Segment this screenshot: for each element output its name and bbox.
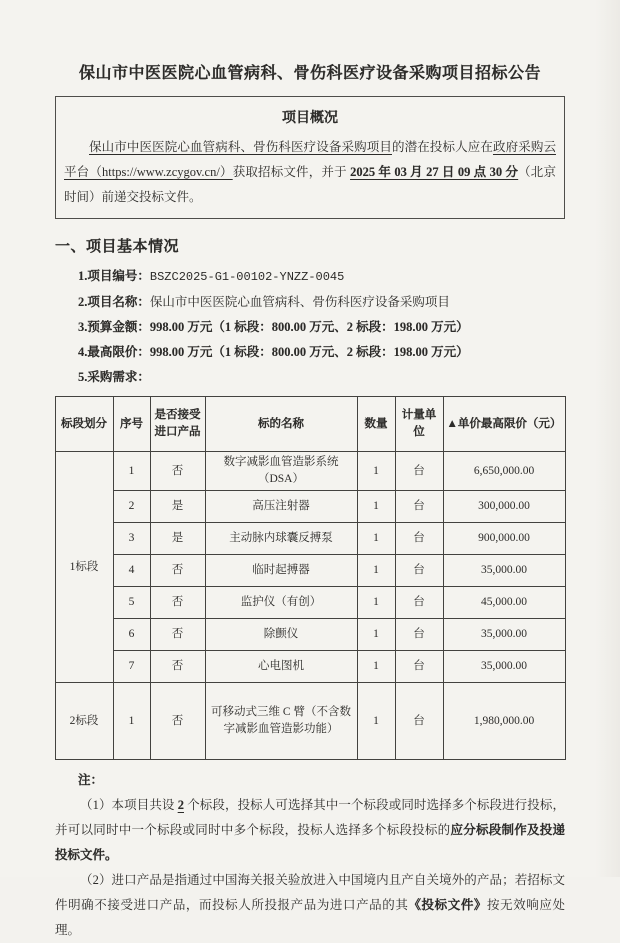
note-2-bold-text: 《投标文件》 — [408, 898, 488, 912]
row-price: 300,000.00 — [443, 491, 565, 523]
item-max-price — [78, 340, 620, 365]
item-project-name-value: 保山市中医医院心血管病科、骨伤科医疗设备采购项目 — [149, 295, 450, 309]
item-project-number — [78, 264, 620, 290]
row-unit: 台 — [395, 587, 443, 619]
note-1-segment-count: 2 — [177, 798, 184, 812]
note-2 — [55, 868, 565, 943]
row-name: 主动脉内球囊反搏泵 — [205, 523, 357, 555]
col-header-import-accepted: 是否接受进口产品 — [150, 397, 205, 452]
row-price: 45,000.00 — [443, 587, 565, 619]
row-no: 5 — [113, 587, 150, 619]
row-import: 否 — [150, 587, 205, 619]
item-budget-value: 998.00 万元（1 标段：800.00 万元、2 标段：198.00 万元） — [149, 320, 469, 334]
table-row — [55, 523, 565, 555]
row-price: 900,000.00 — [443, 523, 565, 555]
project-overview-box — [55, 96, 565, 219]
row-import: 否 — [150, 452, 205, 491]
basic-info-list — [78, 264, 620, 390]
col-header-index: 序号 — [113, 397, 150, 452]
item-project-number-label: 1.项目编号： — [78, 269, 150, 283]
table-row — [55, 452, 565, 491]
row-no: 7 — [113, 651, 150, 683]
row-price: 35,000.00 — [443, 651, 565, 683]
item-max-price-value: 998.00 万元（1 标段：800.00 万元、2 标段：198.00 万元） — [149, 345, 469, 359]
section-basic-info-heading: 一、项目基本情况 — [55, 239, 180, 255]
row-no: 4 — [113, 555, 150, 587]
row-price: 35,000.00 — [443, 619, 565, 651]
row-unit: 台 — [395, 523, 443, 555]
row-qty: 1 — [357, 491, 395, 523]
row-no: 6 — [113, 619, 150, 651]
note-2-text: （2）进口产品是指通过中国海关报关验放进入中国境内且产自关境外的产品；若招标文件明确不接受进口产品，而投标人所投报产品为进口产品的其 — [55, 873, 565, 912]
col-header-segment: 标段划分 — [55, 397, 113, 452]
row-no: 1 — [113, 452, 150, 491]
note-2-text-tail: 按无效响应处理。 — [55, 898, 565, 937]
overview-text-tail: （北京时间）前递交投标文件。 — [64, 165, 556, 204]
item-budget-label: 3.预算金额： — [78, 320, 150, 334]
note-1-text: （1）本项目共设 — [80, 798, 178, 812]
segment-1-cell: 1标段 — [55, 452, 113, 683]
col-header-max-unit-price: ▲单价最高限价（元） — [443, 397, 565, 452]
row-qty: 1 — [357, 587, 395, 619]
row-import: 是 — [150, 491, 205, 523]
row-unit: 台 — [395, 619, 443, 651]
col-header-quantity: 数量 — [357, 397, 395, 452]
row-qty: 1 — [357, 651, 395, 683]
row-qty: 1 — [357, 452, 395, 491]
row-import: 否 — [150, 555, 205, 587]
procurement-platform-url: 政府采购云平台（https://www.zcygov.cn/） — [64, 140, 556, 179]
notes-section — [55, 768, 565, 943]
row-name: 心电图机 — [205, 651, 357, 683]
row-qty: 1 — [357, 683, 395, 760]
table-row — [55, 555, 565, 587]
row-price: 35,000.00 — [443, 555, 565, 587]
row-no: 1 — [113, 683, 150, 760]
row-unit: 台 — [395, 651, 443, 683]
overview-text-mid1: 的潜在投标人应在 — [391, 140, 493, 154]
item-budget — [78, 315, 620, 340]
table-row — [55, 491, 565, 523]
overview-heading: 项目概况 — [282, 111, 338, 126]
row-name: 除颤仪 — [205, 619, 357, 651]
table-row — [55, 619, 565, 651]
note-1 — [55, 793, 565, 868]
col-header-unit: 计量单位 — [395, 397, 443, 452]
notes-heading: 注： — [78, 773, 104, 787]
item-procurement-demand — [78, 365, 620, 390]
row-unit: 台 — [395, 452, 443, 491]
row-import: 否 — [150, 619, 205, 651]
row-qty: 1 — [357, 619, 395, 651]
item-procurement-demand-label: 5.采购需求： — [78, 370, 150, 384]
row-import: 否 — [150, 683, 205, 760]
document-title: 保山市中医医院心血管病科、骨伤科医疗设备采购项目招标公告 — [78, 65, 541, 82]
overview-text-mid2: 获取招标文件，并于 — [232, 165, 351, 179]
segment-2-cell: 2标段 — [55, 683, 113, 760]
item-max-price-label: 4.最高限价： — [78, 345, 150, 359]
item-project-name-label: 2.项目名称： — [78, 295, 150, 309]
row-price: 6,650,000.00 — [443, 452, 565, 491]
bid-deadline: 2025 年 03 月 27 日 09 点 30 分 — [350, 165, 519, 179]
row-name: 可移动式三维 C 臂（不含数字减影血管造影功能） — [205, 683, 357, 760]
table-row — [55, 651, 565, 683]
overview-paragraph — [64, 135, 556, 210]
col-header-item-name: 标的名称 — [205, 397, 357, 452]
row-name: 数字减影血管造影系统（DSA） — [205, 452, 357, 491]
row-unit: 台 — [395, 491, 443, 523]
table-row — [55, 587, 565, 619]
procurement-demand-table — [55, 396, 566, 760]
row-no: 3 — [113, 523, 150, 555]
row-qty: 1 — [357, 523, 395, 555]
row-name: 监护仪（有创） — [205, 587, 357, 619]
row-no: 2 — [113, 491, 150, 523]
item-project-number-value: BSZC2025-G1-00102-YNZZ-0045 — [149, 270, 345, 284]
table-header-row — [55, 397, 565, 452]
row-unit: 台 — [395, 555, 443, 587]
row-import: 是 — [150, 523, 205, 555]
row-name: 高压注射器 — [205, 491, 357, 523]
table-row — [55, 683, 565, 760]
overview-project-name: 保山市中医医院心血管病科、骨伤科医疗设备采购项目 — [89, 140, 392, 154]
row-unit: 台 — [395, 683, 443, 760]
row-qty: 1 — [357, 555, 395, 587]
row-import: 否 — [150, 651, 205, 683]
item-project-name — [78, 290, 620, 315]
note-1-bold-text: 应分标段制作及投递投标文件。 — [55, 823, 565, 862]
row-name: 临时起搏器 — [205, 555, 357, 587]
note-1-text-mid: 个标段，投标人可选择其中一个标段或同时选择多个标段进行投标，并可以同时中一个标段或同时中多个标段，投标人选择多个标段投标的 — [55, 798, 565, 837]
row-price: 1,980,000.00 — [443, 683, 565, 760]
